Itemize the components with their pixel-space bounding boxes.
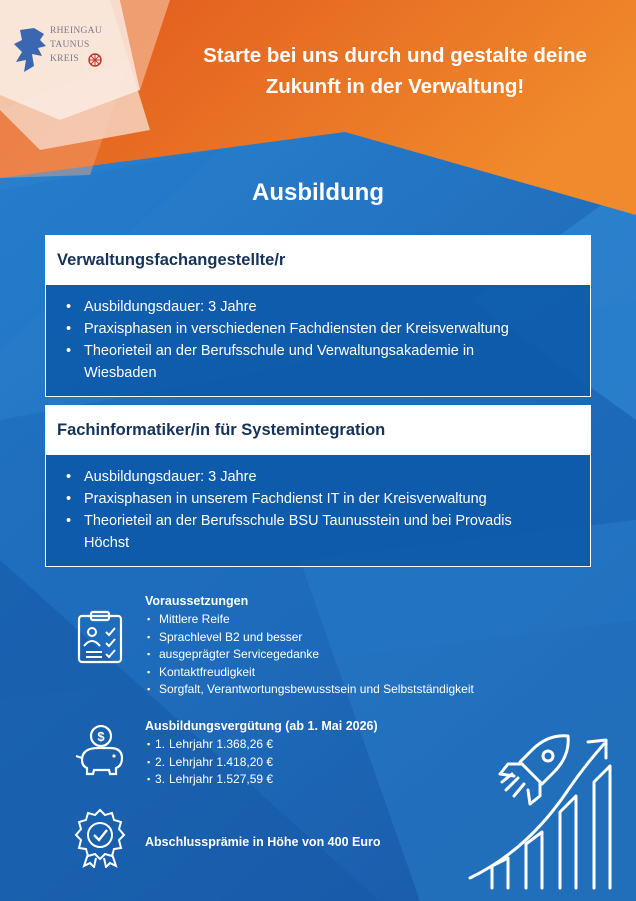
requirements-title: Voraussetzungen [145, 594, 249, 608]
salary-title: Ausbildungsvergütung (ab 1. Mai 2026) [145, 719, 378, 733]
award-badge-icon [72, 808, 128, 868]
list-item: ▪ Sorgfalt, Verantwortungsbewusstsein und Selbstständigkeit [145, 681, 474, 699]
list-item [145, 754, 378, 772]
card-heading: Verwaltungsfachangestellte/r [46, 236, 590, 285]
card-body [46, 455, 590, 566]
list-item: • Ausbildungsdauer: 3 Jahre [66, 466, 576, 488]
list-item: • Theorieteil an der Berufsschule BSU Taunusstein und bei Provadis Höchst [66, 510, 576, 554]
piggy-bank-icon [72, 722, 130, 780]
list-item: ▪ Sprachlevel B2 und besser [145, 629, 474, 647]
page-title: Ausbildung [252, 179, 384, 206]
item-number: 1. [155, 737, 166, 751]
card-verwaltung [45, 235, 591, 397]
card-body [46, 285, 590, 396]
logo-line-1: RHEINGAU [50, 26, 103, 36]
svg-text:$: $ [97, 729, 105, 744]
list-item: ▪ Kontaktfreudigkeit [145, 664, 474, 682]
list-item: • Praxisphasen in unserem Fachdienst IT in der Kreisverwaltung [66, 488, 576, 510]
list-item: • Ausbildungsdauer: 3 Jahre [66, 296, 576, 318]
list-item [145, 771, 378, 789]
list-item: ▪ ausgeprägter Servicegedanke [145, 646, 474, 664]
list-item: • Theorieteil an der Berufsschule und Verwaltungsakademie in Wiesbaden [66, 340, 576, 384]
headline [160, 40, 630, 102]
logo-line-3: KREIS [50, 54, 79, 64]
clipboard-icon [76, 610, 124, 664]
item-text: Lehrjahr 1.418,20 € [169, 754, 274, 769]
lion-emblem-icon [14, 26, 48, 74]
wheel-emblem-icon [88, 53, 102, 67]
item-number: 3. [155, 772, 166, 787]
logo-line-2: TAUNUS [50, 40, 90, 50]
requirements-section [145, 593, 474, 699]
card-heading: Fachinformatiker/in für Systemintegration [46, 406, 590, 455]
list-item: • Praxisphasen in verschiedenen Fachdiensten der Kreisverwaltung [66, 318, 576, 340]
headline-line-1: Starte bei uns durch und gestalte deine [203, 44, 587, 67]
bonus-text: Abschlussprämie in Höhe von 400 Euro [145, 835, 381, 849]
list-item: ▪ Mittlere Reife [145, 611, 474, 629]
card-fachinformatik [45, 405, 591, 567]
item-text: Lehrjahr 1.368,26 € [169, 737, 274, 751]
list-item [145, 736, 378, 754]
item-number: 2. [155, 754, 166, 769]
headline-line-2: Zukunft in der Verwaltung! [265, 75, 525, 98]
bonus-section [145, 834, 380, 852]
salary-section [145, 718, 378, 789]
logo [14, 24, 114, 80]
rocket-growth-icon [468, 730, 618, 890]
item-text: Lehrjahr 1.527,59 € [169, 772, 274, 787]
